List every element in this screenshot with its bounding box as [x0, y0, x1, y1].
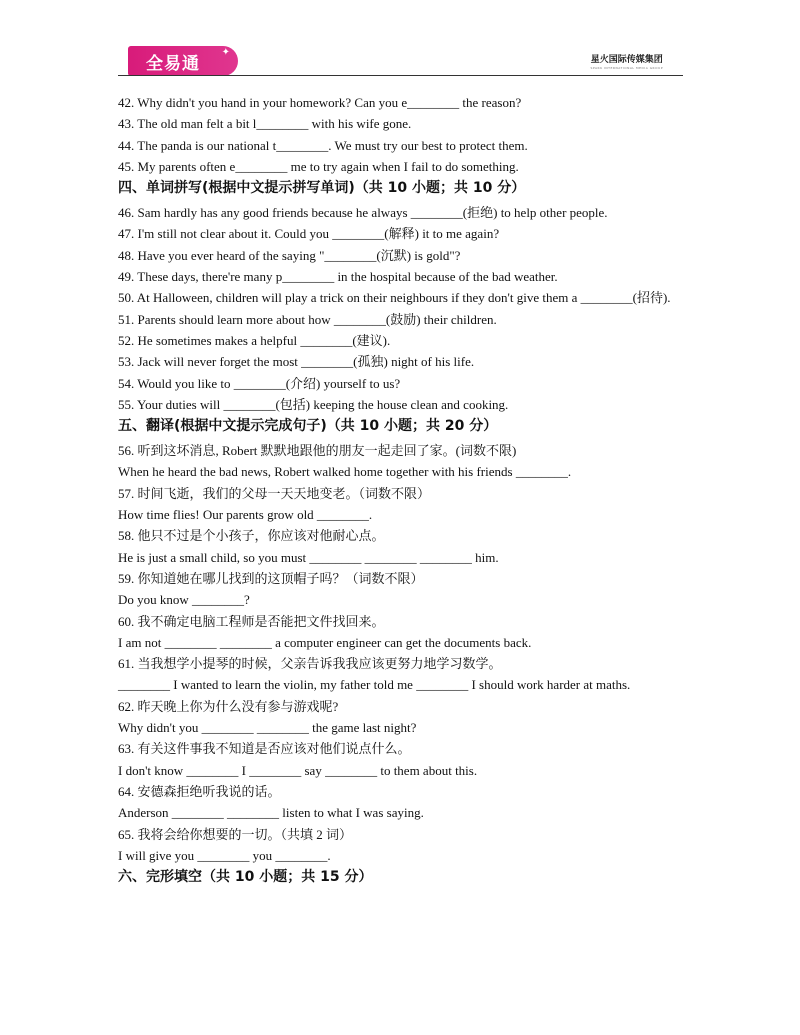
question-64-sentence: Anderson ________ ________ listen to what I was saying. [118, 805, 424, 821]
question-65-prompt: 65. 我将会给你想要的一切。（共填 2 词） [118, 826, 353, 842]
question-56-prompt: 56. 听到这坏消息, Robert 默默地跟他的朋友一起走回了家。(词数不限) [118, 443, 517, 459]
question-48: 48. Have you ever heard of the saying "________(沉默) is gold"? [118, 247, 461, 263]
question-60-prompt: 60. 我不确定电脑工程师是否能把文件找回来。 [118, 613, 385, 629]
question-63-prompt: 63. 有关这件事我不知道是否应该对他们说点什么。 [118, 741, 411, 757]
question-45: 45. My parents often e________ me to try again when I fail to do something. [118, 158, 519, 174]
question-54: 54. Would you like to ________(介绍) yourself to us? [118, 375, 401, 391]
publisher-subtitle: SPARK INTERNATIONAL MEDIA GROUP [590, 66, 663, 70]
question-64-prompt: 64. 安德森拒绝听我说的话。 [118, 783, 281, 799]
section-heading-spelling: 四、单词拼写(根据中文提示拼写单词)（共 10 小题；共 10 分） [118, 180, 526, 197]
question-47: 47. I'm still not clear about it. Could you ________(解释) it to me again? [118, 226, 500, 242]
publisher-brand [590, 52, 663, 70]
section-heading-translation: 五、翻译(根据中文提示完成句子)（共 10 小题；共 20 分） [118, 418, 498, 435]
question-57-sentence: How time flies! Our parents grow old ________. [118, 507, 373, 523]
question-56-sentence: When he heard the bad news, Robert walked home together with his friends ________. [118, 464, 572, 480]
question-52: 52. He sometimes makes a helpful ________(建议). [118, 332, 391, 348]
question-65-sentence: I will give you ________ you ________. [118, 847, 331, 863]
question-59-sentence: Do you know ________? [118, 592, 250, 608]
section-heading-cloze: 六、完形填空（共 10 小题；共 15 分） [118, 869, 373, 886]
question-42: 42. Why didn't you hand in your homework? Can you e________ the reason? [118, 95, 522, 110]
star-icon: ✦ [221, 47, 230, 58]
question-60-sentence: I am not ________ ________ a computer engineer can get the documents back. [118, 634, 532, 650]
question-62-sentence: Why didn't you ________ ________ the game last night? [118, 720, 417, 736]
logo-text: 全易通 [146, 54, 200, 74]
question-46: 46. Sam hardly has any good friends because he always ________(拒绝) to help other people. [118, 205, 608, 221]
question-43: 43. The old man felt a bit l________ with his wife gone. [118, 116, 412, 132]
header-divider [118, 75, 683, 76]
question-61-sentence: ________ I wanted to learn the violin, my father told me ________ I should work harder at maths. [118, 677, 631, 693]
question-57-prompt: 57. 时间飞逝，我们的父母一天天地变老。（词数不限） [118, 485, 431, 501]
page-header [118, 40, 683, 76]
question-55: 55. Your duties will ________(包括) keeping the house clean and cooking. [118, 396, 509, 412]
question-59-prompt: 59. 你知道她在哪儿找到的这顶帽子吗？（词数不限） [118, 570, 424, 586]
document-body [118, 92, 688, 889]
question-44: 44. The panda is our national t________. We must try our best to protect them. [118, 137, 528, 153]
question-63-sentence: I don't know ________ I ________ say ________ to them about this. [118, 762, 478, 778]
question-58-sentence: He is just a small child, so you must ________ ________ ________ him. [118, 549, 499, 565]
question-51: 51. Parents should learn more about how ________(鼓励) their children. [118, 311, 497, 327]
question-50: 50. At Halloween, children will play a trick on their neighbours if they don't give them a ________(招待). [118, 290, 671, 306]
logo [128, 46, 238, 76]
publisher-name: 星火国际传媒集团 [590, 55, 663, 65]
question-53: 53. Jack will never forget the most ________(孤独) night of his life. [118, 354, 475, 370]
question-49: 49. These days, there're many p________ in the hospital because of the bad weather. [118, 269, 558, 285]
question-61-prompt: 61. 当我想学小提琴的时候，父亲告诉我我应该更努力地学习数学。 [118, 656, 502, 672]
question-62-prompt: 62. 昨天晚上你为什么没有参与游戏呢? [118, 698, 339, 714]
question-58-prompt: 58. 他只不过是个小孩子，你应该对他耐心点。 [118, 528, 385, 544]
